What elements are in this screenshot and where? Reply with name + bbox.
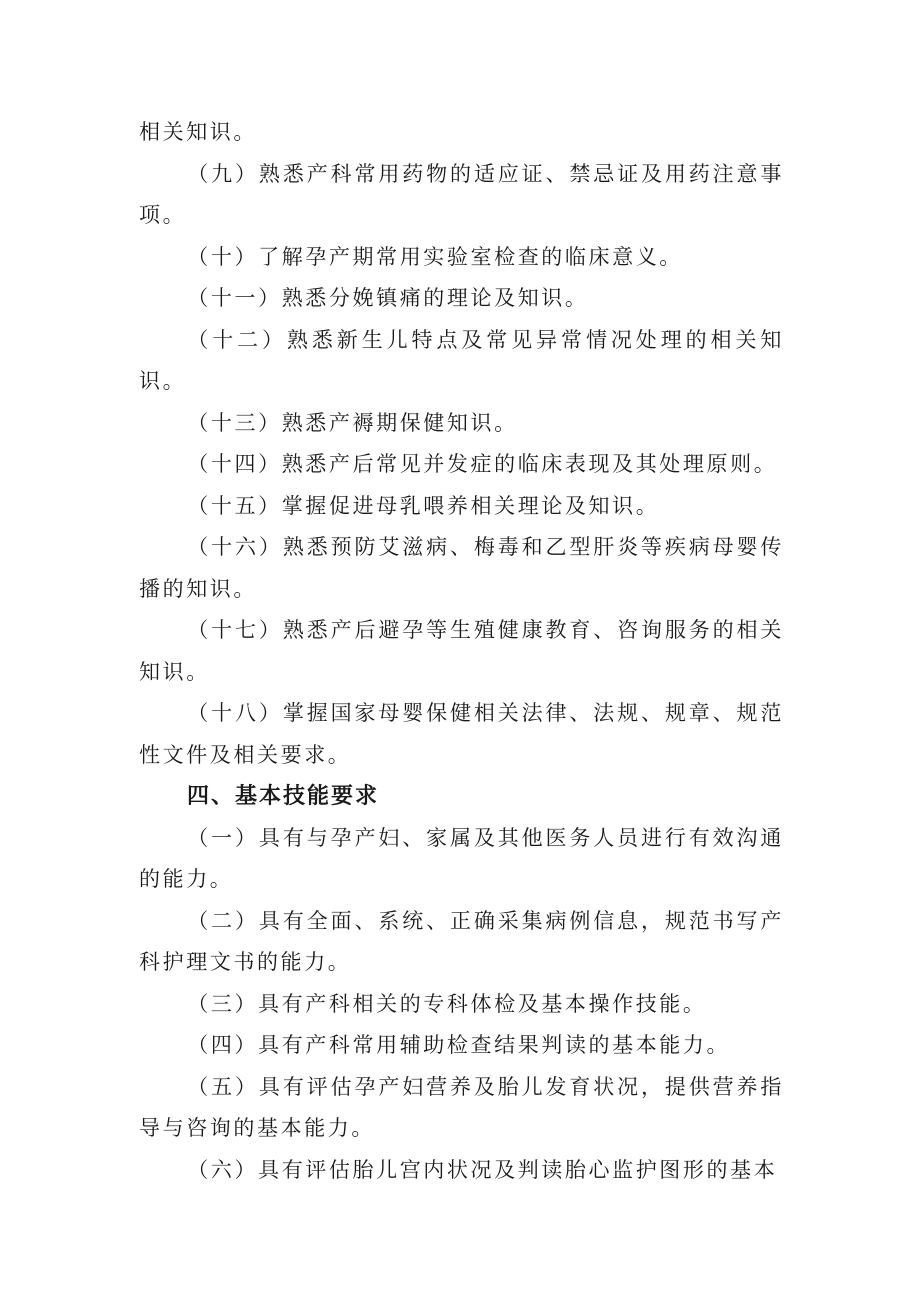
skill-item-5: （五）具有评估孕产妇营养及胎儿发育状况，提供营养指导与咨询的基本能力。 [139, 1074, 784, 1140]
paragraph-continuation: 相关知识。 [139, 120, 257, 144]
paragraph-item-18: （十八）掌握国家母婴保健相关法律、法规、规章、规范性文件及相关要求。 [139, 701, 784, 767]
section-heading: 四、基本技能要求 [187, 784, 380, 809]
paragraph-item-11: （十一）熟悉分娩镇痛的理论及知识。 [187, 286, 589, 310]
paragraph-item-10: （十）了解孕产期常用实验室检查的临床意义。 [187, 244, 683, 269]
paragraph-item-13: （十三）熟悉产褥期保健知识。 [187, 410, 518, 435]
paragraph-item-9: （九）熟悉产科常用药物的适应证、禁忌证及用药注意事项。 [139, 161, 784, 227]
skill-item-1: （一）具有与孕产妇、家属及其他医务人员进行有效沟通的能力。 [139, 825, 784, 891]
paragraph-item-12: （十二）熟悉新生儿特点及常见异常情况处理的相关知识。 [139, 327, 784, 393]
document-body [139, 112, 784, 1191]
skill-item-4: （四）具有产科常用辅助检查结果判读的基本能力。 [187, 1033, 731, 1057]
paragraph-item-16: （十六）熟悉预防艾滋病、梅毒和乙型肝炎等疾病母婴传播的知识。 [139, 535, 784, 601]
paragraph-item-14: （十四）熟悉产后常见并发症的临床表现及其处理原则。 [187, 452, 778, 476]
skill-item-6: （六）具有评估胎儿宫内状况及判读胎心监护图形的基本 [187, 1157, 778, 1182]
skill-item-2: （二）具有全面、系统、正确采集病例信息，规范书写产科护理文书的能力。 [139, 908, 784, 974]
paragraph-item-17: （十七）熟悉产后避孕等生殖健康教育、咨询服务的相关知识。 [139, 618, 784, 684]
paragraph-item-15: （十五）掌握促进母乳喂养相关理论及知识。 [187, 493, 660, 518]
skill-item-3: （三）具有产科相关的专科体检及基本操作技能。 [187, 991, 707, 1016]
